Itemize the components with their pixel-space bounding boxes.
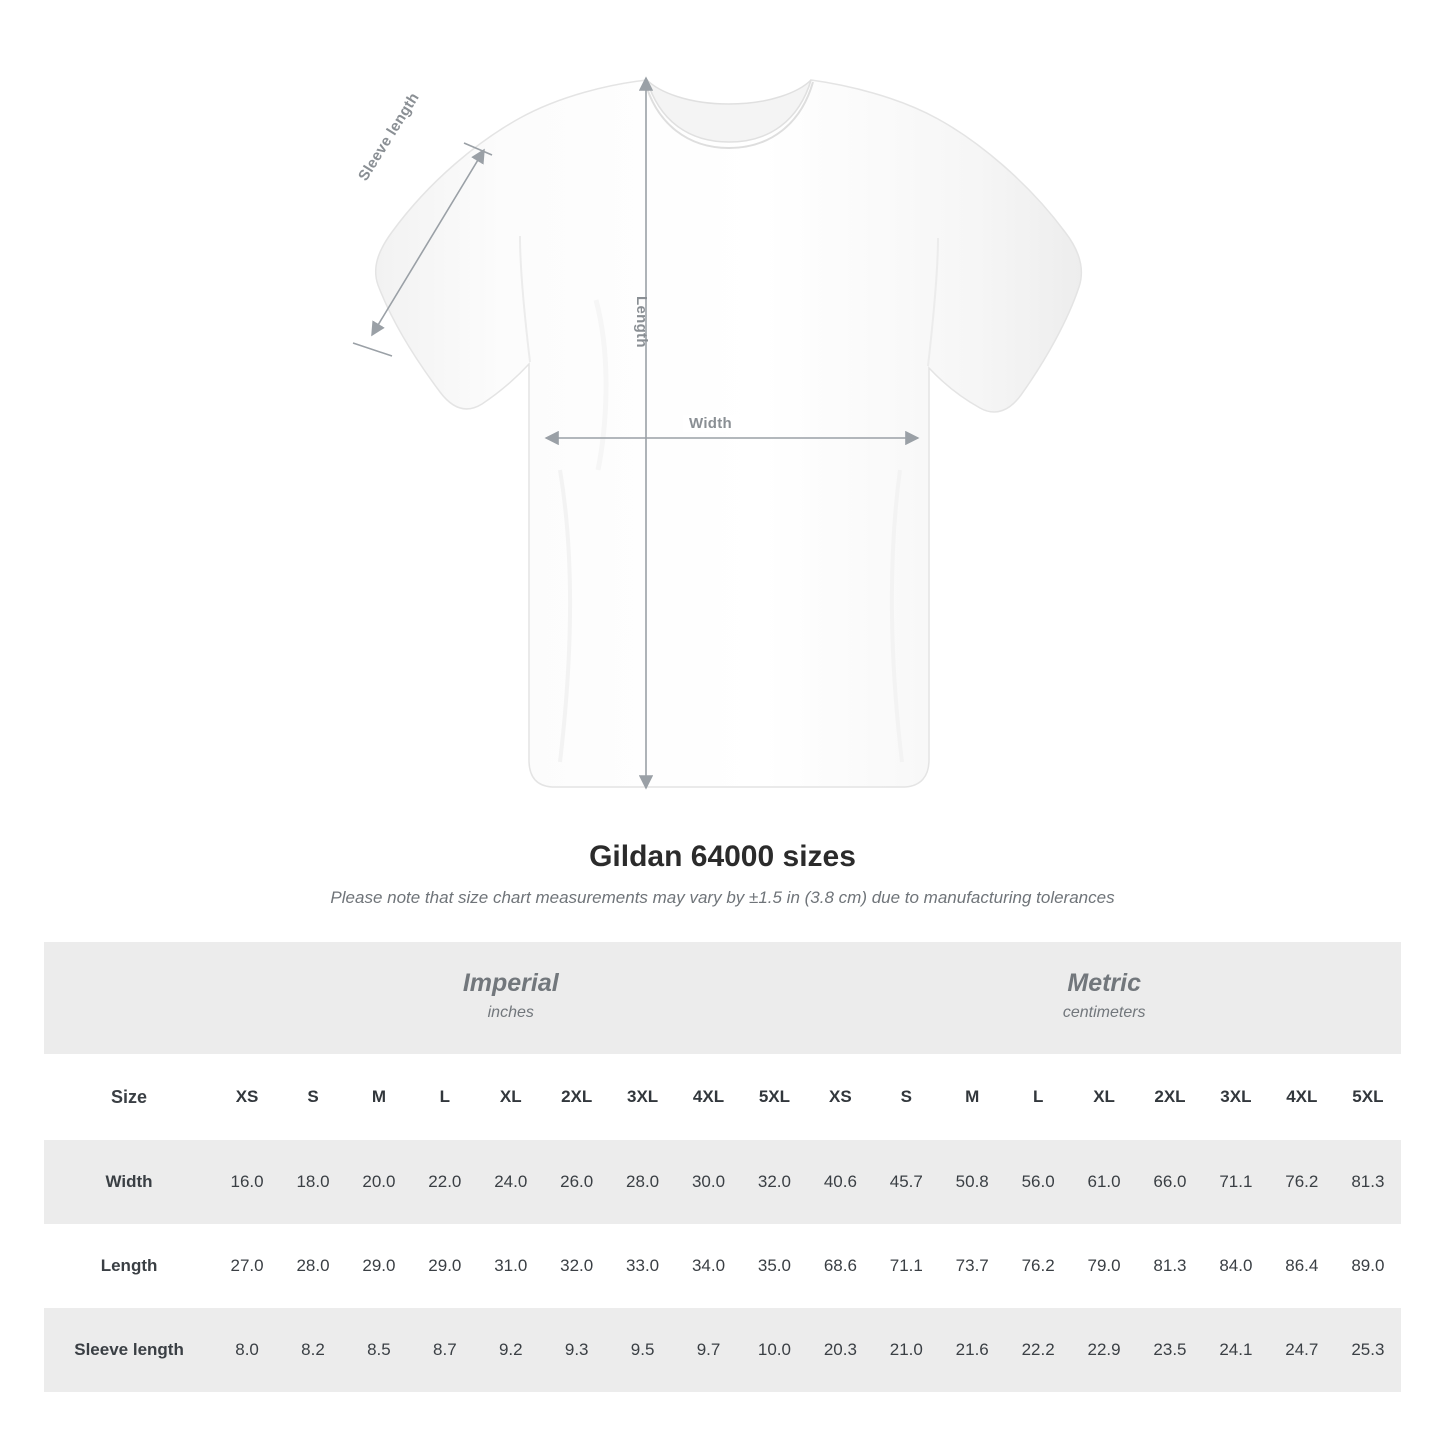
size-col-s-metric: S <box>873 1054 939 1140</box>
sleeve-l-in: 8.7 <box>412 1308 478 1392</box>
size-col-xl-imperial: XL <box>478 1054 544 1140</box>
size-table-wrapper <box>44 942 1401 1392</box>
width-label: Width <box>683 415 738 432</box>
length-5xl-in: 35.0 <box>741 1224 807 1308</box>
length-l-in: 29.0 <box>412 1224 478 1308</box>
width-2xl-cm: 66.0 <box>1137 1140 1203 1224</box>
size-col-m-metric: M <box>939 1054 1005 1140</box>
width-xs-cm: 40.6 <box>807 1140 873 1224</box>
sleeve-m-cm: 21.6 <box>939 1308 1005 1392</box>
size-col-4xl-metric: 4XL <box>1269 1054 1335 1140</box>
length-5xl-cm: 89.0 <box>1335 1224 1401 1308</box>
length-m-cm: 73.7 <box>939 1224 1005 1308</box>
width-m-in: 20.0 <box>346 1140 412 1224</box>
width-m-cm: 50.8 <box>939 1140 1005 1224</box>
width-l-cm: 56.0 <box>1005 1140 1071 1224</box>
size-col-2xl-metric: 2XL <box>1137 1054 1203 1140</box>
length-4xl-in: 34.0 <box>676 1224 742 1308</box>
width-5xl-in: 32.0 <box>741 1140 807 1224</box>
length-xs-cm: 68.6 <box>807 1224 873 1308</box>
sleeve-xs-in: 8.0 <box>214 1308 280 1392</box>
size-col-5xl-imperial: 5XL <box>741 1054 807 1140</box>
size-col-xs-imperial: XS <box>214 1054 280 1140</box>
page-title: Gildan 64000 sizes <box>589 840 856 873</box>
length-4xl-cm: 86.4 <box>1269 1224 1335 1308</box>
sleeve-4xl-in: 9.7 <box>676 1308 742 1392</box>
width-2xl-in: 26.0 <box>544 1140 610 1224</box>
unit-imperial-sub: inches <box>487 1004 534 1022</box>
size-col-l-imperial: L <box>412 1054 478 1140</box>
size-col-s-imperial: S <box>280 1054 346 1140</box>
row-label-width: Width <box>44 1140 214 1224</box>
sleeve-5xl-in: 10.0 <box>741 1308 807 1392</box>
tshirt-shape <box>376 80 1082 787</box>
length-3xl-cm: 84.0 <box>1203 1224 1269 1308</box>
length-s-in: 28.0 <box>280 1224 346 1308</box>
length-s-cm: 71.1 <box>873 1224 939 1308</box>
sleeve-l-cm: 22.2 <box>1005 1308 1071 1392</box>
sleeve-xl-cm: 22.9 <box>1071 1308 1137 1392</box>
size-col-4xl-imperial: 4XL <box>676 1054 742 1140</box>
width-s-cm: 45.7 <box>873 1140 939 1224</box>
size-col-xs-metric: XS <box>807 1054 873 1140</box>
width-l-in: 22.0 <box>412 1140 478 1224</box>
sleeve-3xl-cm: 24.1 <box>1203 1308 1269 1392</box>
sleeve-s-in: 8.2 <box>280 1308 346 1392</box>
size-table <box>44 942 1401 1392</box>
sleeve-3xl-in: 9.5 <box>610 1308 676 1392</box>
table-row-sleeve-length <box>44 1308 1401 1392</box>
row-label-sleeve-length: Sleeve length <box>44 1308 214 1392</box>
sleeve-5xl-cm: 25.3 <box>1335 1308 1401 1392</box>
unit-header-spacer <box>44 942 214 1054</box>
size-col-xl-metric: XL <box>1071 1054 1137 1140</box>
width-xs-in: 16.0 <box>214 1140 280 1224</box>
width-5xl-cm: 81.3 <box>1335 1140 1401 1224</box>
size-col-m-imperial: M <box>346 1054 412 1140</box>
size-col-3xl-metric: 3XL <box>1203 1054 1269 1140</box>
width-s-in: 18.0 <box>280 1140 346 1224</box>
unit-metric-sub: centimeters <box>1062 1004 1146 1022</box>
unit-header-metric <box>807 942 1401 1054</box>
table-row-length <box>44 1224 1401 1308</box>
sleeve-4xl-cm: 24.7 <box>1269 1308 1335 1392</box>
length-xl-in: 31.0 <box>478 1224 544 1308</box>
width-xl-in: 24.0 <box>478 1140 544 1224</box>
chart-heading <box>0 840 1445 908</box>
size-header-row <box>44 1054 1401 1140</box>
length-2xl-in: 32.0 <box>544 1224 610 1308</box>
width-4xl-cm: 76.2 <box>1269 1140 1335 1224</box>
row-label-size: Size <box>44 1054 214 1140</box>
tolerance-note: Please note that size chart measurements may vary by ±1.5 in (3.8 cm) due to manufacturing tolerances <box>330 888 1115 907</box>
unit-metric-name: Metric <box>1067 968 1142 997</box>
sleeve-xs-cm: 20.3 <box>807 1308 873 1392</box>
size-col-2xl-imperial: 2XL <box>544 1054 610 1140</box>
sleeve-s-cm: 21.0 <box>873 1308 939 1392</box>
row-label-length: Length <box>44 1224 214 1308</box>
size-col-3xl-imperial: 3XL <box>610 1054 676 1140</box>
sleeve-2xl-cm: 23.5 <box>1137 1308 1203 1392</box>
sleeve-2xl-in: 9.3 <box>544 1308 610 1392</box>
length-2xl-cm: 81.3 <box>1137 1224 1203 1308</box>
width-3xl-cm: 71.1 <box>1203 1140 1269 1224</box>
sleeve-xl-in: 9.2 <box>478 1308 544 1392</box>
sleeve-m-in: 8.5 <box>346 1308 412 1392</box>
width-xl-cm: 61.0 <box>1071 1140 1137 1224</box>
length-l-cm: 76.2 <box>1005 1224 1071 1308</box>
unit-imperial-name: Imperial <box>462 968 559 997</box>
sleeve-length-label: Sleeve length <box>355 89 423 185</box>
table-row-width <box>44 1140 1401 1224</box>
unit-header-row <box>44 942 1401 1054</box>
size-col-5xl-metric: 5XL <box>1335 1054 1401 1140</box>
width-3xl-in: 28.0 <box>610 1140 676 1224</box>
size-col-l-metric: L <box>1005 1054 1071 1140</box>
width-4xl-in: 30.0 <box>676 1140 742 1224</box>
length-xl-cm: 79.0 <box>1071 1224 1137 1308</box>
unit-header-imperial <box>214 942 807 1054</box>
length-label: Length <box>633 296 650 348</box>
length-m-in: 29.0 <box>346 1224 412 1308</box>
length-xs-in: 27.0 <box>214 1224 280 1308</box>
length-3xl-in: 33.0 <box>610 1224 676 1308</box>
